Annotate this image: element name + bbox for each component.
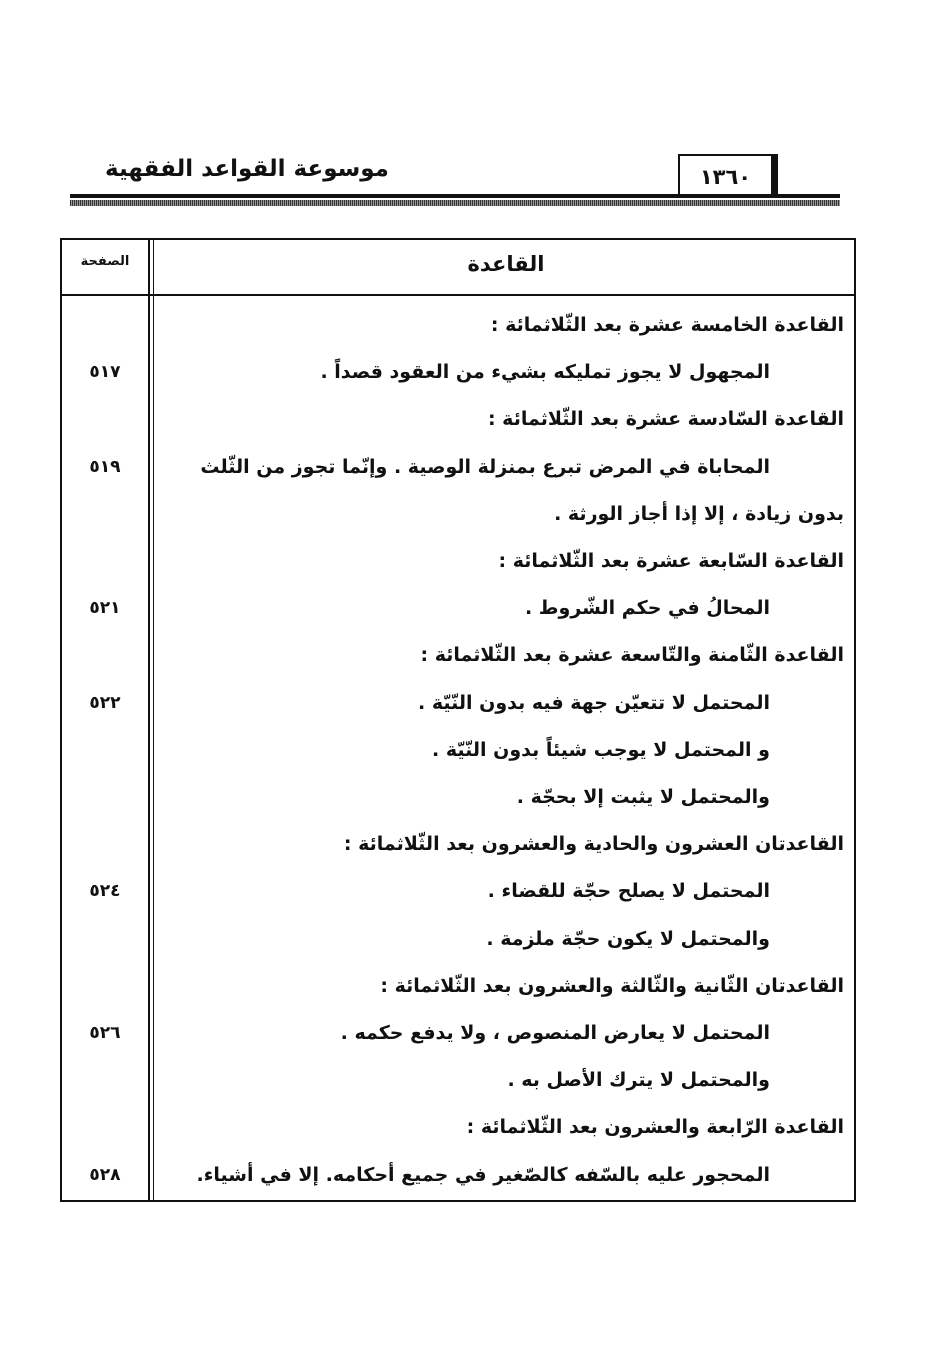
rule-heading: القاعدة السّابعة عشرة بعد الثّلاثمائة :: [498, 550, 844, 572]
column-header-rule: القاعدة: [467, 252, 545, 276]
table-row: [62, 302, 854, 349]
page-number-box: [678, 154, 778, 198]
page-number: ١٣٦٠: [699, 165, 752, 189]
table-row: [62, 538, 854, 585]
table-row: [62, 821, 854, 868]
rule-heading: القاعدة السّادسة عشرة بعد الثّلاثمائة :: [487, 408, 844, 431]
contents-table: [60, 238, 856, 1202]
rule-text: المجهول لا يجوز تمليكه بشيء من العقود قصداً .: [320, 361, 770, 384]
rule-text: المحاباة في المرض تبرع بمنزلة الوصية . وإنّما تجوز من الثّلث: [200, 455, 770, 478]
table-row: [62, 1057, 854, 1104]
table-row: [62, 680, 854, 727]
table-row: [62, 868, 854, 915]
rule-heading: القاعدتان الثّانية والثّالثة والعشرون بعد الثّلاثمائة :: [380, 974, 844, 997]
page-reference: ٥٢٤: [89, 881, 121, 902]
rule-text: بدون زيادة ، إلا إذا أجاز الورثة .: [554, 502, 844, 525]
table-row: [62, 632, 854, 679]
page-reference: ٥٢٦: [89, 1023, 121, 1043]
page-reference: ٥٢١: [89, 598, 121, 619]
table-row: [62, 396, 854, 443]
page-reference: ٥١٩: [89, 456, 121, 477]
page-reference: ٥٢٨: [89, 1164, 121, 1185]
page-reference: ٥١٧: [89, 362, 121, 383]
rule-heading: القاعدة الرّابعة والعشرون بعد الثّلاثمائة :: [466, 1116, 844, 1139]
rule-heading: القاعدة الثّامنة والتّاسعة عشرة بعد الثّلاثمائة :: [420, 644, 844, 667]
table-row: [62, 963, 854, 1010]
rule-text: والمحتمل لا يترك الأصل به .: [507, 1069, 770, 1092]
rule-text: المحتمل لا يعارض المنصوص ، ولا يدفع حكمه .: [340, 1022, 770, 1044]
header-divider: [62, 294, 854, 296]
table-row: [62, 444, 854, 491]
rule-text: و المحتمل لا يوجب شيئاً بدون النّيّة .: [431, 738, 770, 761]
running-title: موسوعة القواعد الفقهية: [105, 156, 389, 182]
table-row: [62, 349, 854, 396]
table-row: [62, 1152, 854, 1199]
table-row: [62, 1010, 854, 1057]
table-row: [62, 585, 854, 632]
rule-text: المحالُ في حكم الشّروط .: [524, 597, 770, 620]
rule-text: والمحتمل لا يثبت إلا بحجّة .: [516, 786, 770, 808]
page-reference: ٥٢٢: [89, 692, 121, 713]
rule-text: المحتمل لا يصلح حجّة للقضاء .: [487, 880, 770, 903]
rule-text: والمحتمل لا يكون حجّة ملزمة .: [486, 927, 770, 950]
header-rule-hatched: [70, 200, 840, 206]
table-row: [62, 774, 854, 821]
header-rule: [70, 194, 840, 198]
page-header: [70, 150, 840, 210]
rule-heading: القاعدتان العشرون والحادية والعشرون بعد الثّلاثمائة :: [343, 833, 844, 856]
rule-text: المحجور عليه بالسّفه كالصّغير في جميع أحكامه. إلا في أشياء.: [196, 1163, 770, 1186]
table-row: [62, 916, 854, 963]
column-header-page: الصفحة: [80, 254, 130, 269]
rule-text: المحتمل لا تتعيّن جهة فيه بدون النّيّة .: [418, 691, 770, 714]
table-row: [62, 1104, 854, 1151]
table-row: [62, 491, 854, 538]
table-row: [62, 727, 854, 774]
rule-heading: القاعدة الخامسة عشرة بعد الثّلاثمائة :: [490, 314, 844, 336]
